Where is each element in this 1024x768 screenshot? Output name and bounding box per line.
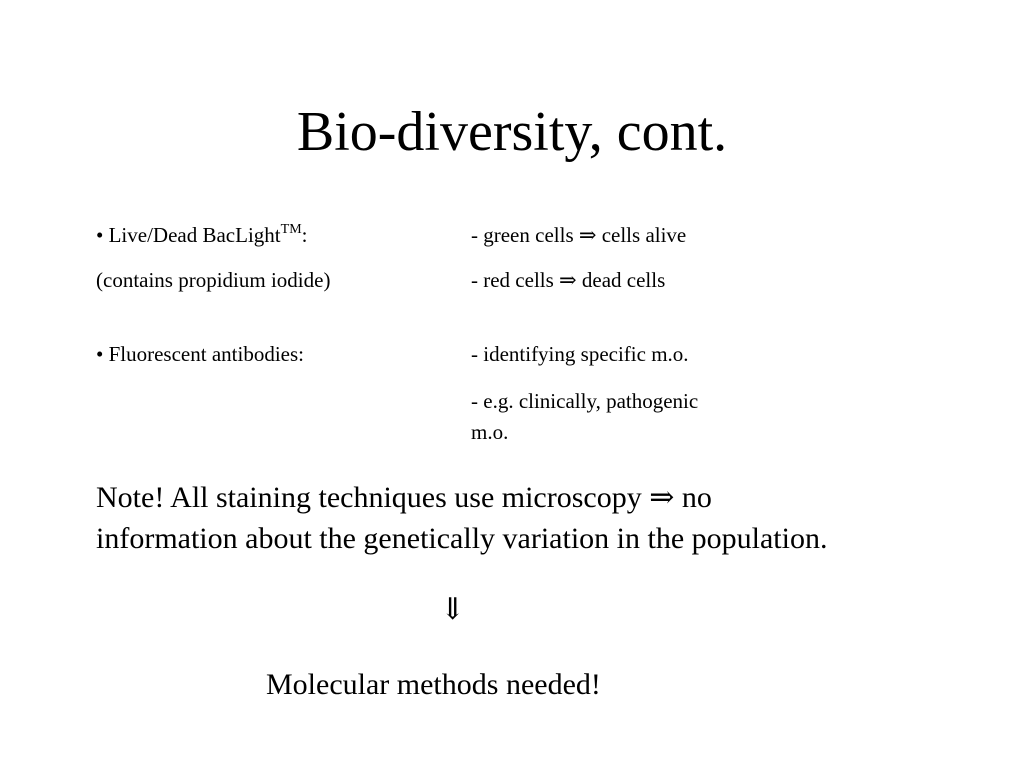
note-line-1: Note! All staining techniques use microscopy ⇒ no (96, 481, 712, 514)
antibodies-heading-text: Fluorescent antibodies: (108, 342, 304, 366)
antibodies-point-example-line2: m.o. (471, 420, 509, 444)
slide-title: Bio-diversity, cont. (296, 101, 728, 163)
baclight-heading (96, 222, 307, 248)
baclight-subnote: (contains propidium iodide) (96, 268, 331, 292)
down-arrow-icon: ⇓ (440, 593, 466, 626)
note-line-2: information about the genetically variation in the population. (96, 522, 828, 555)
baclight-heading-colon: : (301, 223, 308, 247)
conclusion-text: Molecular methods needed! (266, 668, 601, 701)
antibodies-point-example-line1: - e.g. clinically, pathogenic (471, 389, 699, 413)
trademark-superscript: TM (280, 222, 302, 237)
bullet-marker: • (96, 223, 104, 247)
baclight-point-green: - green cells ⇒ cells alive (471, 223, 687, 247)
bullet-marker: • (96, 342, 104, 366)
baclight-heading-text: Live/Dead BacLight (108, 223, 281, 247)
note-paragraph (96, 477, 956, 559)
antibodies-point-identifying: - identifying specific m.o. (471, 342, 689, 366)
baclight-point-red: - red cells ⇒ dead cells (471, 268, 666, 292)
antibodies-heading (96, 341, 304, 367)
